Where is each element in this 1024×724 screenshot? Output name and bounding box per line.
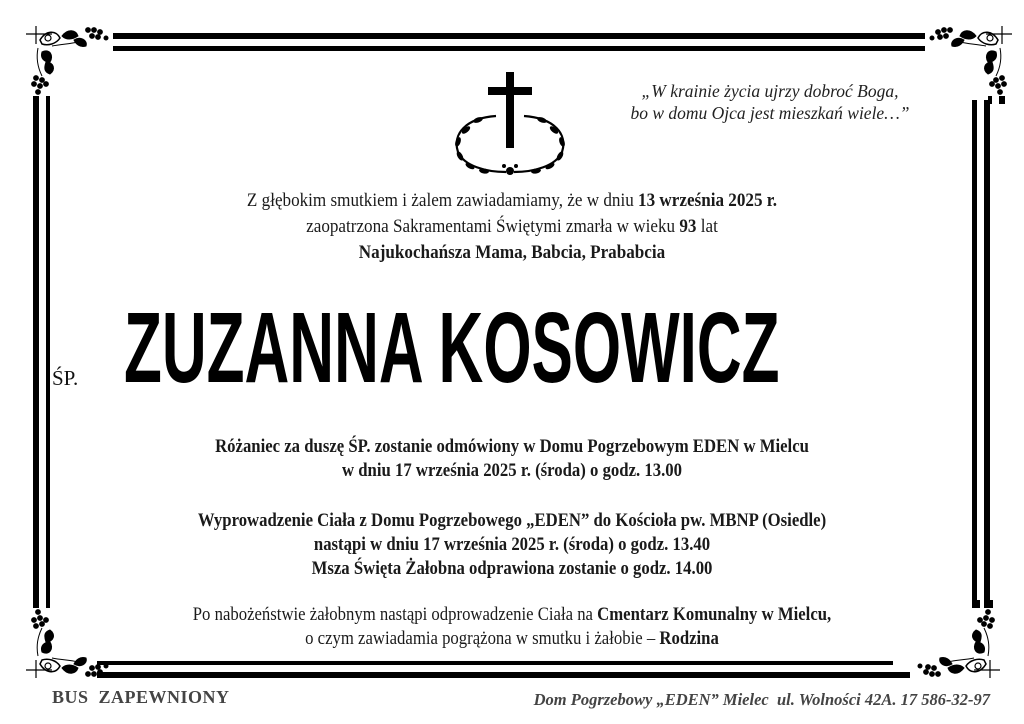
cemetery: Cmentarz Komunalny w Mielcu, [597,604,832,625]
border-right-outer [984,100,990,608]
border-top-outer [113,33,925,39]
announcement-line-3: Najukochańsza Mama, Babcia, Prababcia [358,242,666,263]
border-bottom-outer [97,672,910,678]
deceased-name: ZUZANNA KOSOWICZ [124,292,780,404]
rosary-line-2: w dniu 17 września 2025 r. (środa) o godz. 13.00 [341,460,682,481]
age: 93 [679,216,697,237]
family-signature: Rodzina [659,628,719,649]
cross-with-wreath-icon [446,68,574,180]
rosary-line-1: Różaniec za duszę ŚP. zostanie odmówiony w Domu Pogrzebowym EDEN w Mielcu [215,436,809,457]
funeral-home-address: Dom Pogrzebowy „EDEN” Mielec ul. Wolności 42A. 17 586-32-97 [533,690,990,709]
quote-line-2: bo w domu Ojca jest mieszkań wiele…” [630,103,910,123]
closing-line-1: Po nabożeństwie żałobnym nastąpi odprowadzenie Ciała na Cmentarz Komunalny w Mielcu, [192,604,832,625]
border-bottom-inner [97,661,893,665]
border-left-outer [33,100,39,608]
border-top-inner [113,46,925,51]
border-left-inner [46,100,50,608]
announcement-line-2: zaopatrzona Sakramentami Świętymi zmarła w wieku 93 lat [306,216,718,237]
scripture-quote [600,80,940,124]
procession-line-2: nastąpi w dniu 17 września 2025 r. (środa) o godz. 13.40 [313,534,711,555]
emblem [446,68,574,180]
quote-line-1: „W krainie życia ujrzy dobroć Boga, [641,81,899,101]
mass-line: Msza Święta Żałobna odprawiona zostanie o godz. 14.00 [311,558,713,579]
sp-prefix: ŚP. [52,366,79,390]
procession-line-1: Wyprowadzenie Ciała z Domu Pogrzebowego „EDEN” do Kościoła pw. MBNP (Osiedle) [197,510,827,531]
border-right-inner [972,100,977,608]
corner-ornament-top-left-icon [22,22,116,104]
deceased-name-row [52,292,952,404]
announcement-line-1: Z głębokim smutkiem i żalem zawiadamiamy, że w dniu 13 września 2025 r. [246,190,778,211]
closing-line-2: o czym zawiadamia pogrążona w smutku i żałobie – Rodzina [305,628,719,649]
bus-notice: BUS ZAPEWNIONY [52,687,230,707]
death-date: 13 września 2025 r. [638,190,778,211]
